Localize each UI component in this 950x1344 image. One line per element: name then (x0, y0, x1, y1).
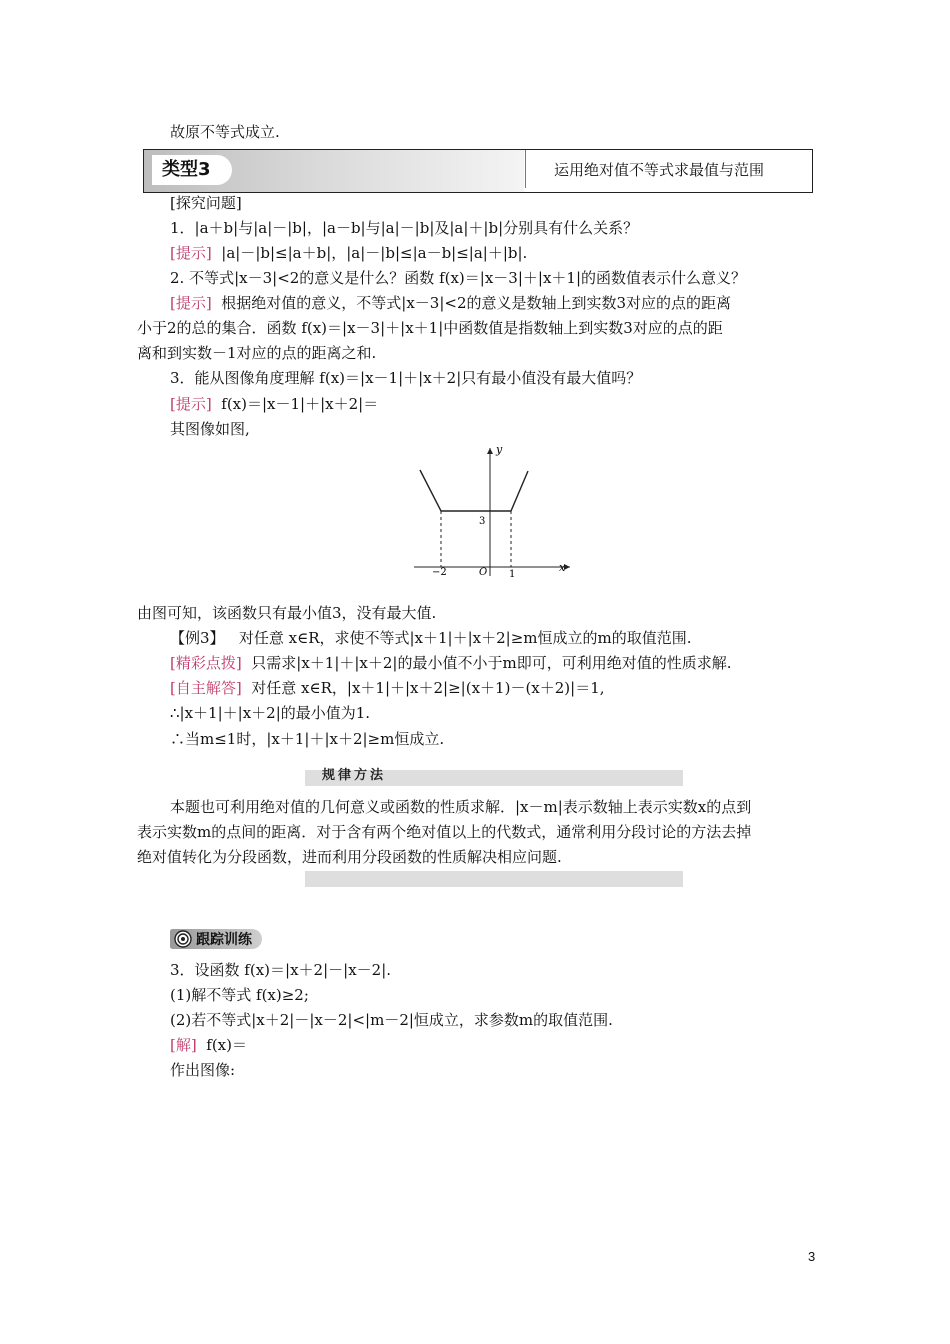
question-2: 2. 不等式|x－3|<2的意义是什么？函数 f(x)＝|x－3|＋|x＋1|的函数值表示什么意义？ (170, 269, 747, 287)
training-step: 作出图像: (170, 1061, 236, 1079)
y-axis-label: y (496, 443, 503, 456)
answer-text: f(x)＝|x－1|＋|x＋2|＝ (221, 395, 379, 413)
solution-text: f(x)＝ (206, 1036, 247, 1054)
origin-label: O (479, 567, 488, 578)
answer-3 (170, 394, 378, 414)
answer-2-cont: 小于2的总的集合．函数 f(x)＝|x－3|＋|x＋1|中函数值是指数轴上到实数3对应的点的距 (137, 319, 723, 337)
tip-label: [提示] (170, 294, 212, 312)
hint-text: 只需求|x＋1|＋|x＋2|的最小值不小于m即可，可利用绝对值的性质求解. (251, 654, 732, 672)
answer-text: 根据绝对值的意义，不等式|x－3|<2的意义是数轴上到实数3对应的点的距离 (221, 294, 732, 312)
training-solution (170, 1035, 247, 1055)
target-icon (174, 930, 192, 948)
function-graph (410, 440, 575, 580)
hint (170, 653, 731, 673)
page-number: 3 (808, 1249, 816, 1264)
solution-step: ∴当m≤1时，|x＋1|＋|x＋2|≥m恒成立. (170, 730, 445, 748)
tip-label: [提示] (170, 244, 212, 262)
answer-2-cont: 离和到实数－1对应的点的距离之和. (137, 344, 377, 362)
track-label: 跟踪训练 (196, 932, 252, 948)
tip-label: [提示] (170, 395, 212, 413)
section-type-label: 类型3 (152, 155, 232, 185)
tick-label: −2 (432, 567, 447, 578)
answer-text: |a|－|b|≤|a＋b|，|a|－|b|≤|a－b|≤|a|＋|b|. (221, 244, 528, 262)
figure-intro: 其图像如图, (170, 420, 250, 438)
section-header-band (144, 150, 524, 192)
hint-label: [精彩点拨] (170, 654, 242, 672)
rule-text: 绝对值转化为分段函数，进而利用分段函数的性质解决相应问题. (137, 848, 562, 866)
question-heading: [探究问题] (170, 194, 242, 212)
question-3: 3．能从图像角度理解 f(x)＝|x－1|＋|x＋2|只有最小值没有最大值吗？ (170, 369, 642, 387)
solution (170, 678, 605, 698)
training-part-1: (1)解不等式 f(x)≥2; (170, 986, 309, 1004)
answer-2 (170, 293, 731, 313)
example-label: 【例3】 (170, 629, 225, 647)
value-label: 3 (479, 516, 486, 527)
question-1: 1．|a＋b|与|a|－|b|，|a－b|与|a|－|b|及|a|＋|b|分别具有什么关系？ (170, 219, 639, 237)
x-axis-label: x (559, 561, 566, 574)
solution-label: [自主解答] (170, 679, 242, 697)
graph-curve (420, 470, 528, 511)
rule-method-label: 规律方法 (322, 768, 387, 783)
rule-band-bottom (305, 871, 683, 887)
rule-text: 本题也可利用绝对值的几何意义或函数的性质求解．|x－m|表示数轴上表示实数x的点到 (170, 798, 752, 816)
training-question: 3．设函数 f(x)＝|x＋2|－|x－2|. (170, 961, 392, 979)
figure-conclusion: 由图可知，该函数只有最小值3，没有最大值. (137, 604, 437, 622)
follow-up-training-header (170, 928, 262, 950)
training-part-2: (2)若不等式|x＋2|－|x－2|<|m－2|恒成立，求参数m的取值范围. (170, 1011, 613, 1029)
answer-1 (170, 243, 527, 263)
solution-step: ∴|x＋1|＋|x＋2|的最小值为1. (170, 704, 371, 722)
solution-text: 对任意 x∈R，|x＋1|＋|x＋2|≥|(x＋1)－(x＋2)|＝1, (251, 679, 605, 697)
track-badge (170, 929, 262, 949)
text-line: 故原不等式成立. (170, 123, 280, 141)
section-title: 运用绝对值不等式求最值与范围 (554, 161, 765, 179)
solution-label: [解] (170, 1036, 197, 1054)
section-header (143, 149, 813, 193)
divider (525, 150, 526, 188)
tick-label: 1 (509, 569, 516, 580)
example-3 (170, 628, 692, 648)
rule-text: 表示实数m的点间的距离．对于含有两个绝对值以上的代数式，通常利用分段讨论的方法去掉 (137, 823, 752, 841)
example-text: 对任意 x∈R，求使不等式|x＋1|＋|x＋2|≥m恒成立的m的取值范围. (238, 629, 692, 647)
